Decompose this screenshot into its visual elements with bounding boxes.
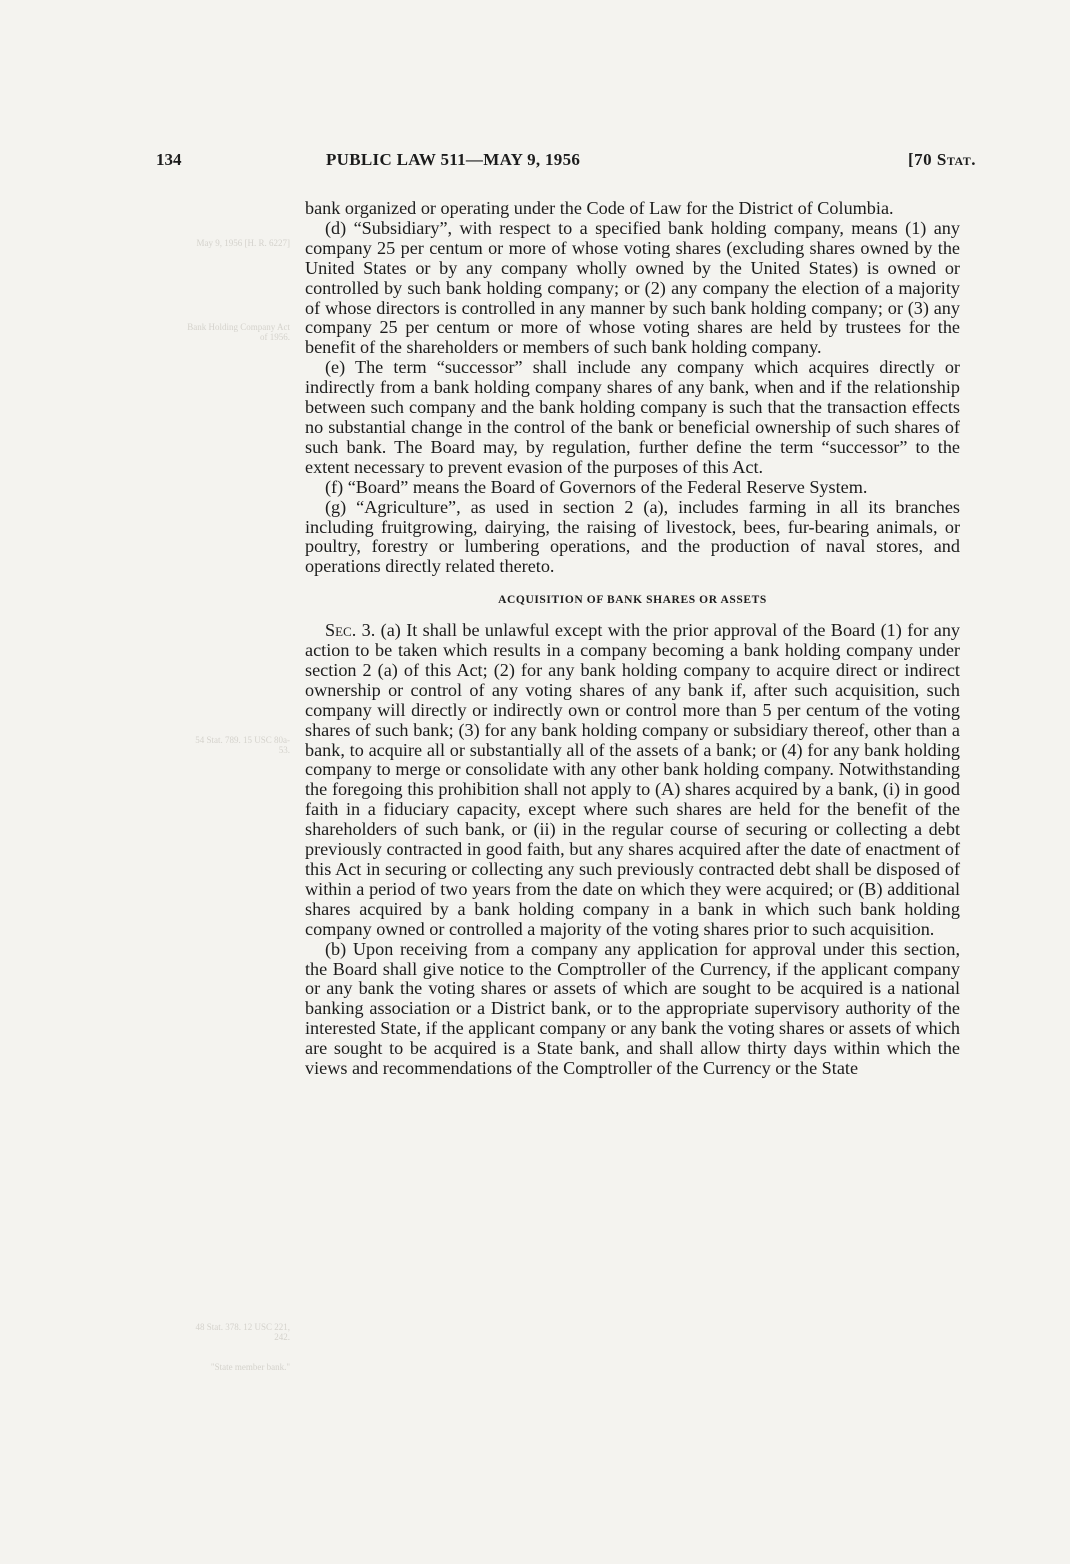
body-text	[305, 199, 960, 1079]
running-title: PUBLIC LAW 511—MAY 9, 1956	[326, 150, 581, 169]
margin-note-bleed-3: 54 Stat. 789. 15 USC 80a-53.	[195, 735, 290, 755]
page-number: 134	[156, 150, 182, 169]
section-heading: ACQUISITION OF BANK SHARES OR ASSETS	[498, 594, 767, 607]
paragraph-g: (g) “Agriculture”, as used in section 2 (a), includes farming in all its branches including fruitgrowing, dairying, the raising of livestock, bees, fur-bearing animals, or poultry, forestry or lumbering operations, and the production of naval stores, and operations directly related thereto.	[305, 496, 960, 577]
paragraph-c-continued: bank organized or operating under the Code of Law for the District of Columbia.	[305, 198, 894, 218]
paragraph-f: (f) “Board” means the Board of Governors of the Federal Reserve System.	[325, 476, 868, 497]
statute-reference: [70 Stat.	[907, 150, 976, 169]
margin-note-bleed-5: "State member bank."	[210, 1362, 290, 1372]
page-header	[156, 150, 976, 174]
section-3-b: (b) Upon receiving from a company any application for approval under this section, the Board shall give notice to the Comptroller of the Currency, if the applicant company or any bank the voting shares or assets of which are sought to be acquired is a national banking association or a District bank, or to the appropriate supervisory authority of the interested State, if the applicant company or any bank the voting shares or assets of which are sought to be acquired is a State bank, and shall allow thirty days within which the views and recommendations of the Comptroller of the Currency or the State	[305, 938, 960, 1079]
section-label: Sec. 3.	[325, 620, 376, 641]
margin-note-bleed-1: May 9, 1956 [H. R. 6227]	[196, 238, 290, 248]
paragraph-e: (e) The term “successor” shall include any company which acquires directly or indirectly from a bank holding company shares of any bank, when and if the relationship between such company and the bank holding company is such that the transaction effects no substantial change in the control of the bank or beneficial ownership of such shares of such bank. The Board may, by regulation, further define the term “successor” to the extent necessary to prevent evasion of the purposes of this Act.	[305, 357, 960, 477]
section-3-a-text: (a) It shall be unlawful except with the prior approval of the Board (1) for any action to be taken which results in a company becoming a bank holding company under section 2 (a) of this Act; (2) for any bank holding company to acquire direct or indirect ownership or control of any voting shares of any bank if, after such acquisition, such company will directly or indirectly own or control more than 5 per centum of the voting shares of such bank; (3) for any bank holding company or subsidiary thereof, other than a bank, to acquire all or substantially all of the assets of a bank; or (4) for any bank holding company to merge or consolidate with any other bank holding company. Notwithstanding the foregoing this prohibition shall not apply to (A) shares acquired by a bank, (i) in good faith in a fiduciary capacity, except where such shares are held for the benefit of the shareholders of such bank, or (ii) in the regular course of securing or collecting a debt previously contracted in good faith, but any shares acquired after the date of enactment of this Act in securing or collecting any such previously contracted debt shall be disposed of within a period of two years from the date on which they were acquired; or (B) additional shares acquired by a bank holding company in a bank in which such bank holding company owned or controlled a majority of the voting shares prior to such acquisition.	[305, 620, 961, 939]
section-3-a	[305, 621, 960, 940]
margin-note-bleed-2: Bank Holding Company Act of 1956.	[187, 322, 290, 342]
paragraph-d: (d) “Subsidiary”, with respect to a specified bank holding company, means (1) any company 25 per centum or more of whose voting shares (excluding shares owned by the United States or by any company wholly owned by the United States) is owned or controlled by such bank holding company; or (2) any company the election of a majority of whose directors is controlled in any manner by such bank holding company; or (3) any company 25 per centum or more of whose voting shares are held by trustees for the benefit of the shareholders or members of such bank holding company.	[305, 217, 960, 358]
margin-note-bleed-4: 48 Stat. 378. 12 USC 221, 242.	[195, 1322, 290, 1342]
